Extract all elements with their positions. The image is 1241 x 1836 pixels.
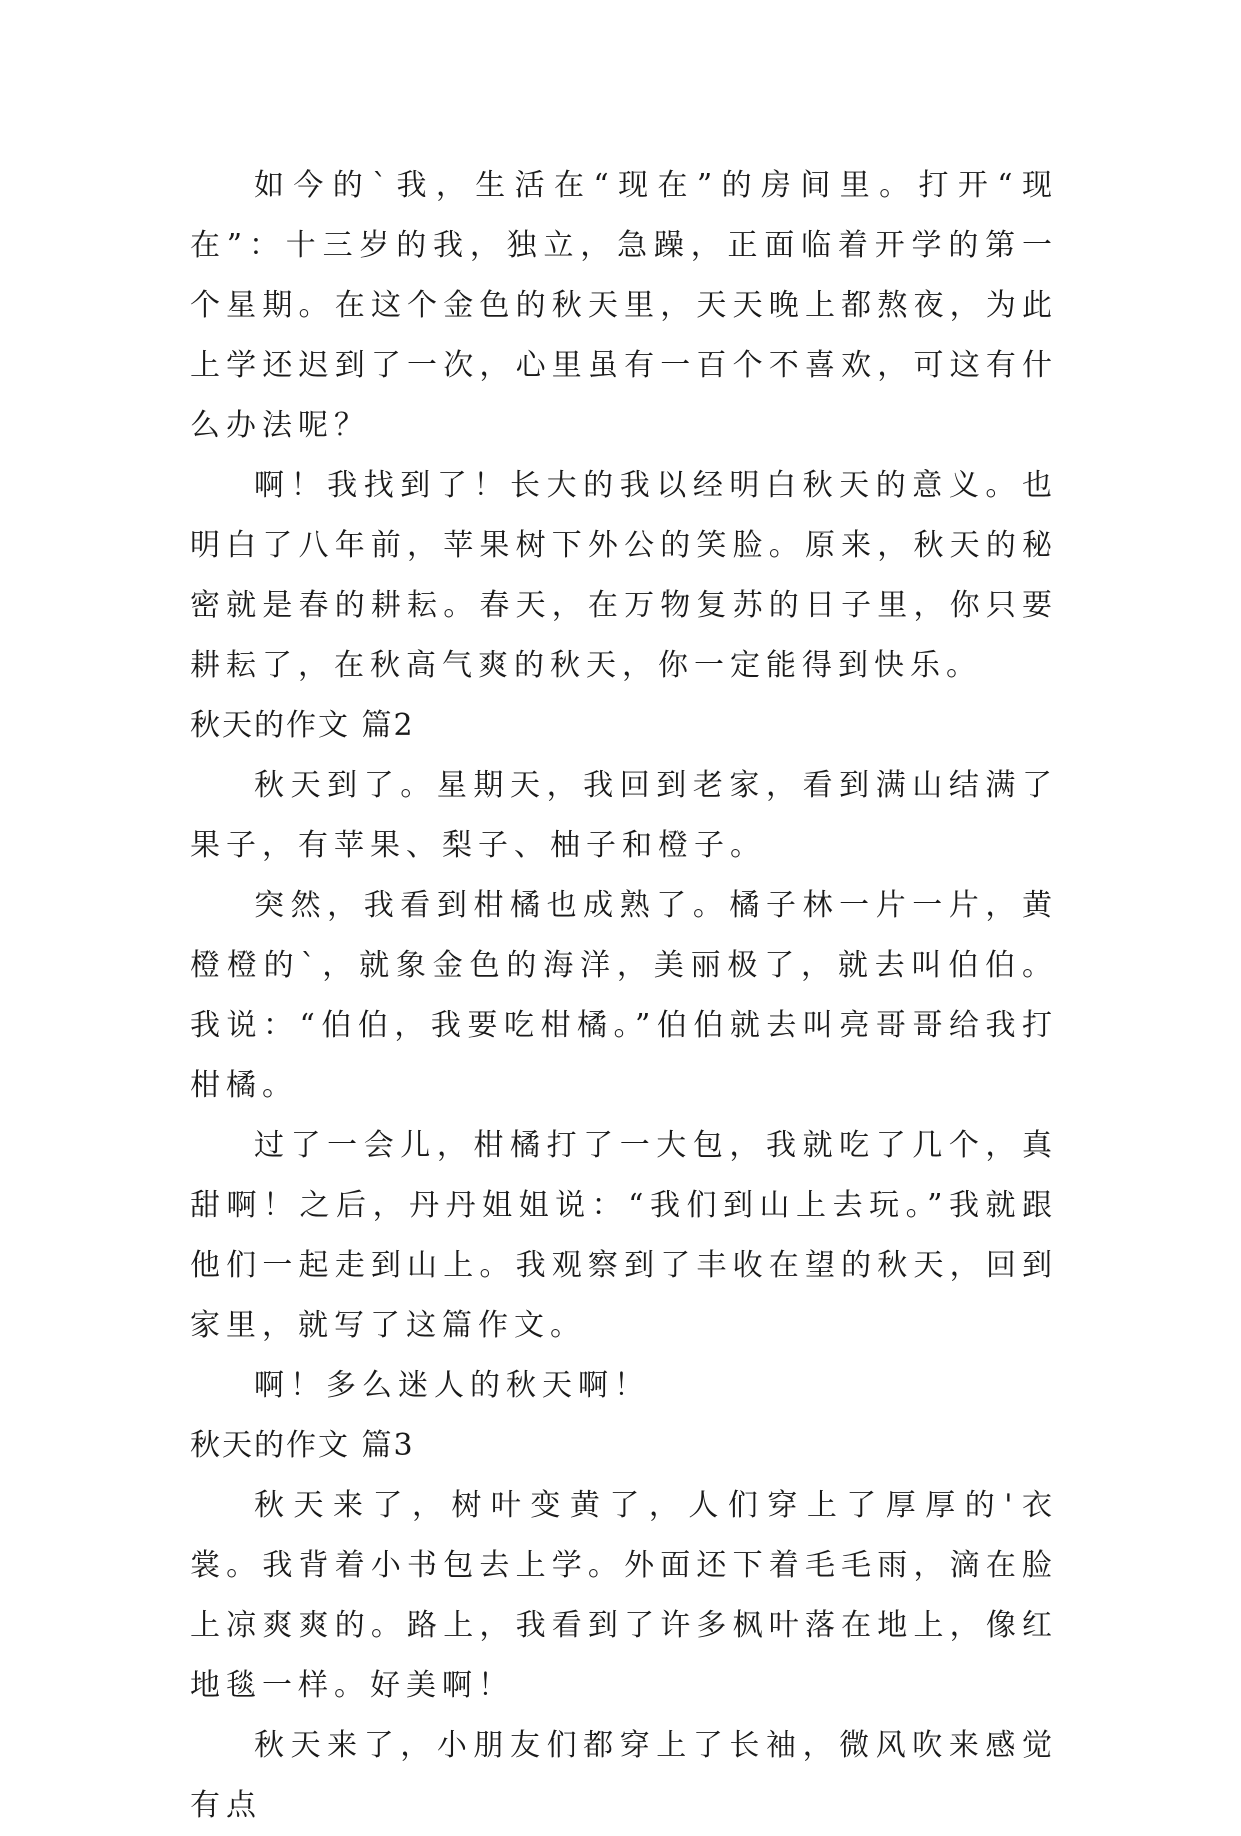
paragraph: 秋天来了，树叶变黄了，人们穿上了厚厚的'衣裳。我背着小书包去上学。外面还下着毛毛雨，滴在脸上凉爽爽的。路上，我看到了许多枫叶落在地上，像红地毯一样。好美啊！ (190, 1488, 1058, 1703)
paragraph: 突然，我看到柑橘也成熟了。橘子林一片一片，黄橙橙的`，就象金色的海洋，美丽极了，就去叫伯伯。我说：“伯伯，我要吃柑橘。”伯伯就去叫亮哥哥给我打柑橘。 (190, 888, 1058, 1103)
paragraph: 如今的`我，生活在“现在”的房间里。打开“现在”：十三岁的我，独立，急躁，正面临着开学的第一个星期。在这个金色的秋天里，天天晚上都熬夜，为此上学还迟到了一次，心里虽有一百个不喜欢，可这有什么办法呢？ (190, 168, 1058, 443)
paragraph: 秋天到了。星期天，我回到老家，看到满山结满了果子，有苹果、梨子、柚子和橙子。 (190, 768, 1058, 863)
paragraph: 过了一会儿，柑橘打了一大包，我就吃了几个，真甜啊！之后，丹丹姐姐说：“我们到山上去玩。”我就跟他们一起走到山上。我观察到了丰收在望的秋天，回到家里，就写了这篇作文。 (190, 1128, 1058, 1343)
paragraph: 秋天来了，小朋友们都穿上了长袖，微风吹来感觉有点 (190, 1728, 1058, 1823)
paragraph: 啊！多么迷人的秋天啊！ (254, 1368, 650, 1403)
section-heading: 秋天的作文 篇2 (190, 708, 415, 743)
document-page (190, 156, 1058, 1836)
paragraph: 啊！我找到了！长大的我以经明白秋天的意义。也明白了八年前，苹果树下外公的笑脸。原来，秋天的秘密就是春的耕耘。春天，在万物复苏的日子里，你只要耕耘了，在秋高气爽的秋天，你一定能得到快乐。 (190, 468, 1058, 683)
section-heading: 秋天的作文 篇3 (190, 1428, 415, 1463)
